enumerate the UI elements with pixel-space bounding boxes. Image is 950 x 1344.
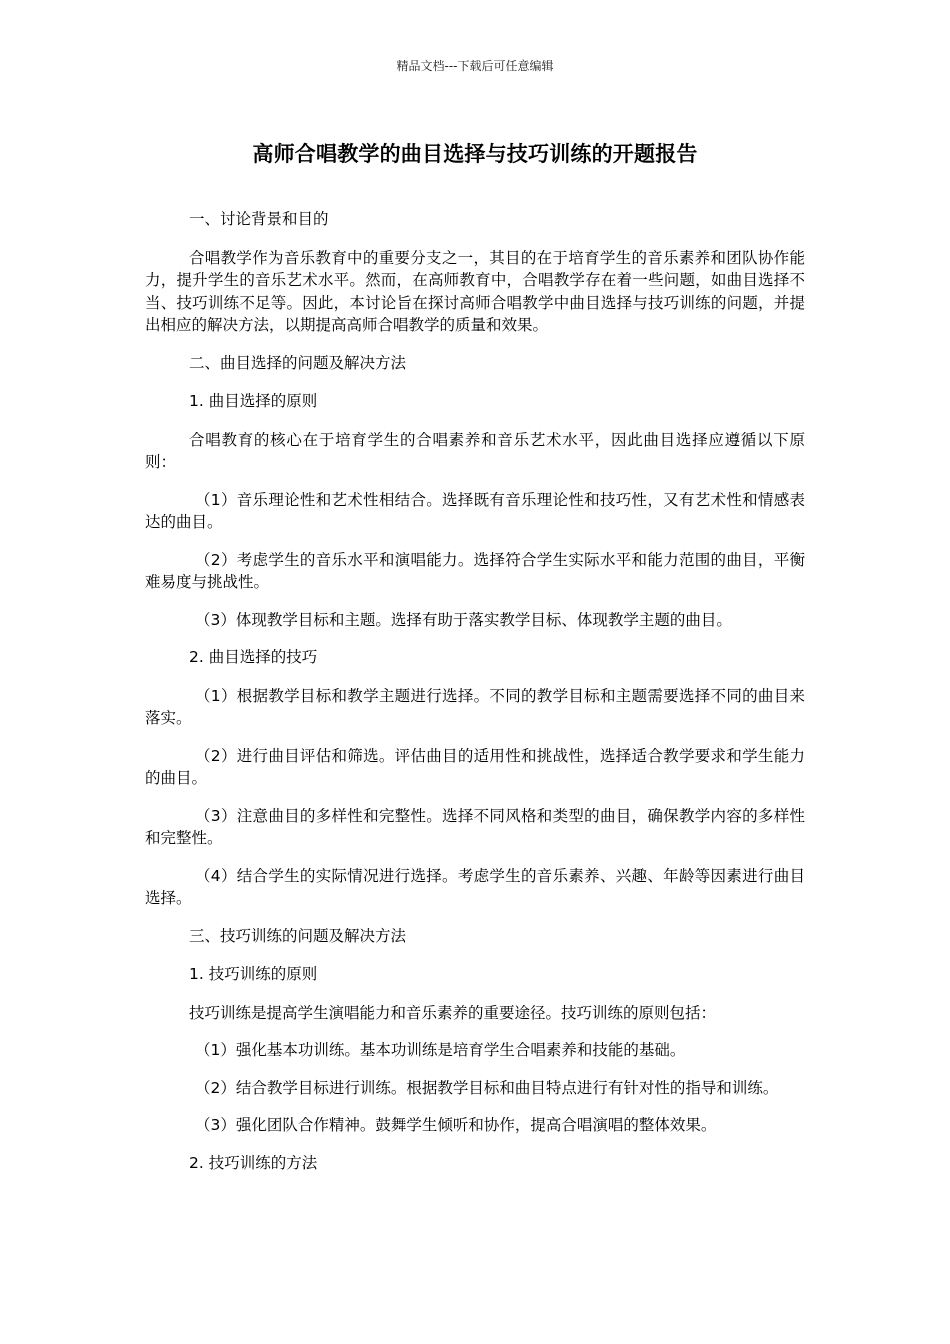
- list-item: （3）体现教学目标和主题。选择有助于落实教学目标、体现教学主题的曲目。: [195, 610, 732, 629]
- list-item: （3）注意曲目的多样性和完整性。选择不同风格和类型的曲目，确保教学内容的多样性和完整性。: [145, 806, 805, 847]
- body-paragraph: 合唱教育的核心在于培育学生的合唱素养和音乐艺术水平，因此曲目选择应遵循以下原则：: [145, 430, 805, 471]
- list-item: （4）结合学生的实际情况进行选择。考虑学生的音乐素养、兴趣、年龄等因素进行曲目选择。: [145, 866, 805, 907]
- subsection-heading: 2. 曲目选择的技巧: [189, 648, 318, 666]
- body-paragraph: 技巧训练是提高学生演唱能力和音乐素养的重要途径。技巧训练的原则包括：: [189, 1003, 717, 1022]
- section-heading: 一、讨论背景和目的: [189, 210, 329, 228]
- list-item: （3）强化团队合作精神。鼓舞学生倾听和协作，提高合唱演唱的整体效果。: [195, 1116, 717, 1134]
- subsection-heading: 2. 技巧训练的方法: [189, 1153, 318, 1172]
- document-body: [145, 208, 805, 1190]
- body-paragraph: 合唱教学作为音乐教育中的重要分支之一，其目的在于培育学生的音乐素养和团队协作能力，提升学生的音乐艺术水平。然而，在高师教育中，合唱教学存在着一些问题，如曲目选择不当、技巧训练不足等。因此，本讨论旨在探讨高师合唱教学中曲目选择与技巧训练的问题，并提出相应的解决方法，以期提高高师合唱教学的质量和效果。: [145, 248, 805, 334]
- list-item: （2）结合教学目标进行训练。根据教学目标和曲目特点进行有针对性的指导和训练。: [195, 1078, 779, 1097]
- list-item: （1）音乐理论性和艺术性相结合。选择既有音乐理论性和技巧性，又有艺术性和情感表达的曲目。: [145, 490, 805, 531]
- subsection-heading: 1. 曲目选择的原则: [189, 392, 318, 410]
- list-item: （1）根据教学目标和教学主题进行选择。不同的教学目标和主题需要选择不同的曲目来落实。: [145, 686, 805, 727]
- section-heading: 二、曲目选择的问题及解决方法: [189, 353, 407, 372]
- list-item: （2）进行曲目评估和筛选。评估曲目的适用性和挑战性，选择适合教学要求和学生能力的曲目。: [145, 746, 805, 787]
- document-title: 高师合唱教学的曲目选择与技巧训练的开题报告: [252, 142, 698, 166]
- subsection-heading: 1. 技巧训练的原则: [189, 965, 318, 983]
- page-header-note: 精品文档---下载后可任意编辑: [396, 59, 554, 73]
- list-item: （1）强化基本功训练。基本功训练是培育学生合唱素养和技能的基础。: [195, 1041, 686, 1059]
- section-heading: 三、技巧训练的问题及解决方法: [189, 926, 407, 945]
- list-item: （2）考虑学生的音乐水平和演唱能力。选择符合学生实际水平和能力范围的曲目，平衡难易度与挑战性。: [145, 550, 805, 591]
